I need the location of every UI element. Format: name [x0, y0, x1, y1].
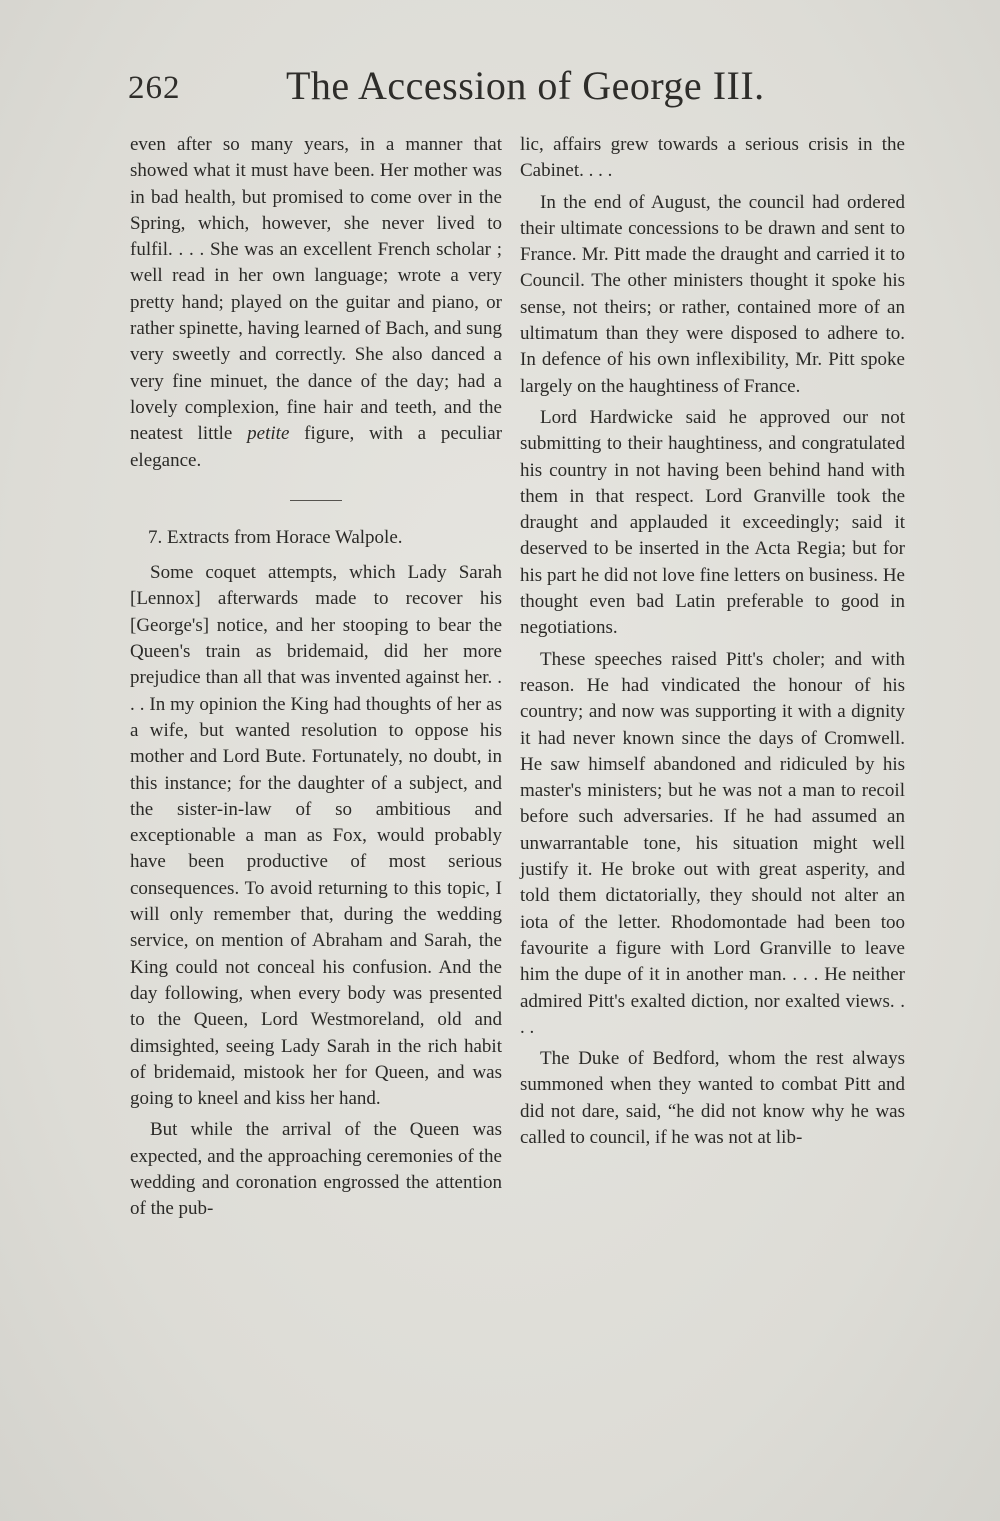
section-heading: 7. Extracts from Horace Walpole.: [148, 526, 403, 548]
continued-paragraph: [130, 132, 502, 474]
paragraph: Some coquet attempts, which Lady Sarah [Lennox] afterwards made to recover his [George's] notice, and her stooping to bear the Queen's train as bridemaid, did her more prejudice than all that was invented against her. . . . In my opinion the King had thoughts of her as a wife, but wanted resolution to oppose his mother and Lord Bute. Fortunately, no doubt, in this instance; for the daughter of a subject, and the sister-in-law of so ambitious and exceptionable a man as Fox, would probably have been productive of most serious consequences. To avoid returning to this topic, I will only remember that, during the wedding service, on mention of Abraham and Sarah, the King could not conceal his confusion. And the day following, when every body was presented to the Queen, Lord Westmoreland, old and dimsighted, seeing Lady Sarah in the rich habit of bridemaid, mistook her for Queen, and was going to kneel and kiss her hand.: [130, 562, 502, 1110]
paragraph: The Duke of Bedford, whom the rest always summoned when they wanted to combat Pitt and did not dare, said, “he did not know why he was called to council, if he was not at lib-: [520, 1048, 905, 1148]
right-column: [520, 132, 905, 1151]
section-divider: [290, 500, 342, 501]
paragraph: In the end of August, the council had ordered their ultimate concessions to be drawn and sent to France. Mr. Pitt made the draught and carried it to Council. The other ministers thought it spoke his sense, not theirs; or rather, contained more of an ultimatum than they were disposed to adhere to. In defence of his own inflexibility, Mr. Pitt spoke largely on the haughtiness of France.: [520, 191, 905, 397]
paragraph: These speeches raised Pitt's choler; and with reason. He had vindicated the honour of his country; and now was supporting it with a dignity it had never known since the days of Cromwell. He saw himself abandoned and ridiculed by his master's ministers; but he was not a man to recoil before such adversaries. If he had assumed an unwarrantable tone, his situation might well justify it. He broke out with great asperity, and told them dictatorially, they should not alter an iota of the letter. Rhodomontade had been too favourite a figure with Lord Granville to leave him the dupe of it in another man. . . . He neither admired Pitt's exalted diction, nor exalted views. . . .: [520, 648, 905, 1038]
paragraph: Lord Hardwicke said he approved our not submitting to their haughtiness, and congratulated his country in not having been behind hand with them in that respect. Lord Granville took the draught and applauded it exceedingly; said it deserved to be inserted in the Acta Regia; but for his part he did not love fine letters on business. He thought even bad Latin preferable to good in negotiations.: [520, 406, 905, 639]
continued-paragraph: lic, affairs grew towards a serious crisis in the Cabinet. . . .: [520, 134, 905, 182]
running-title: The Accession of George III.: [286, 63, 765, 108]
left-column: [130, 132, 502, 1223]
continued-paragraph-text: even after so many years, in a manner that showed what it must have been. Her mother was in bad health, but promised to come over in the Spring, which, however, she never lived to fulfil. . . . She was an excellent French scholar ; well read in her own language; wrote a very pretty hand; played on the guitar and piano, or rather spinette, having learned of Bach, and sung very sweetly and correctly. She also danced a very fine minuet, the dance of the day; had a lovely complexion, fine hair and teeth, and the neatest little: [130, 134, 502, 445]
page-number: 262: [128, 70, 181, 106]
paragraph: But while the arrival of the Queen was expected, and the approaching ceremonies of the wedding and coronation engrossed the attention of the pub-: [130, 1119, 502, 1220]
continued-paragraph-end: figure, with a peculiar elegance.: [130, 423, 503, 471]
page-header: [128, 62, 908, 122]
italic-word: petite: [247, 423, 290, 445]
